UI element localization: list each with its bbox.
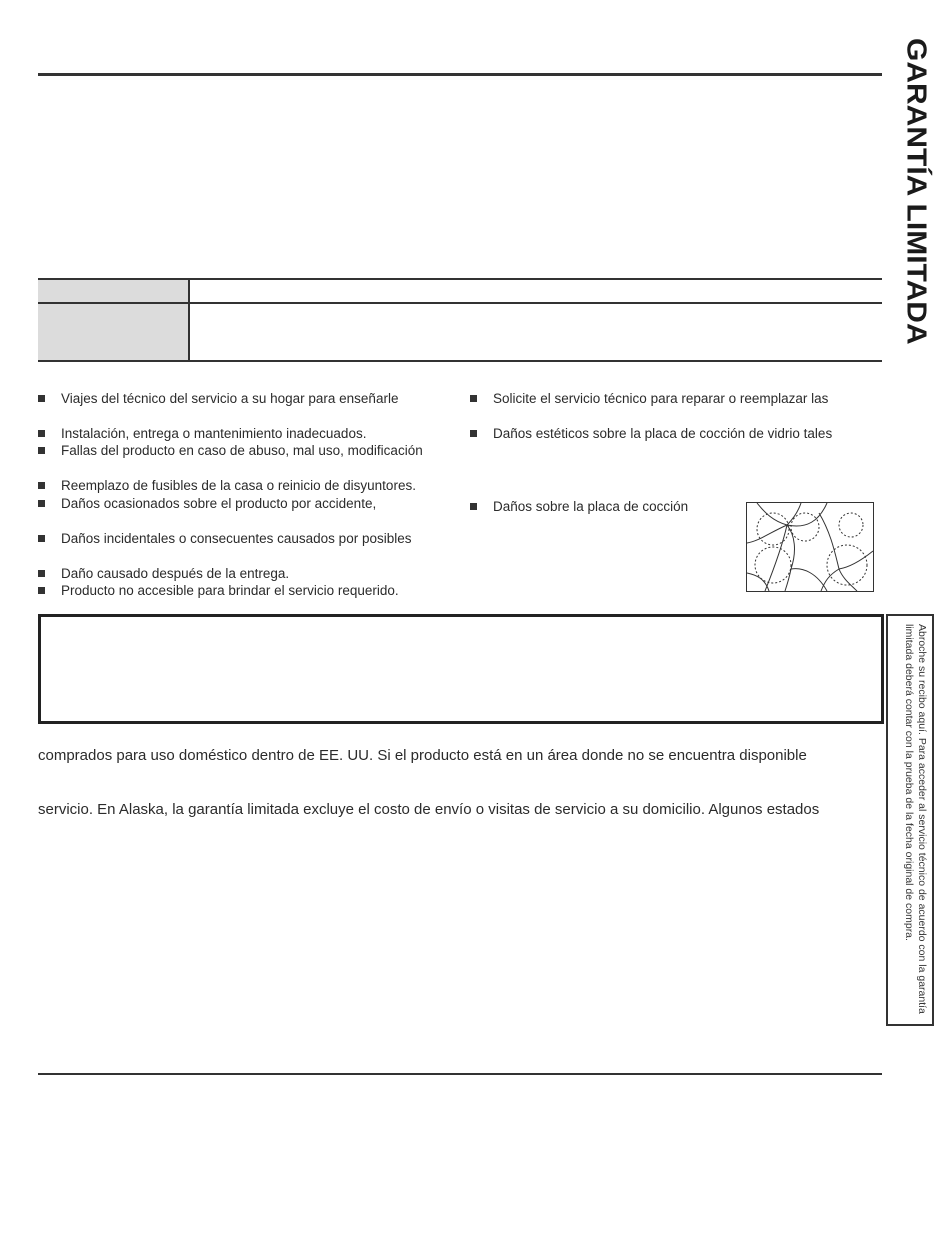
bullet-icon bbox=[470, 503, 477, 510]
list-item: Daños sobre la placa de cocción bbox=[470, 499, 688, 515]
notice-box bbox=[38, 614, 884, 724]
receipt-staple-box bbox=[886, 614, 934, 1026]
section-title: GARANTÍA LIMITADA bbox=[900, 38, 932, 345]
receipt-note: Abroche su recibo aquí. Para acceder al servicio técnico de acuerdo con la garantía limitada deberá contar con la prueba de la fecha original de compra. bbox=[903, 624, 928, 1014]
bullet-icon bbox=[38, 587, 45, 594]
table-divider bbox=[188, 278, 190, 362]
top-rule bbox=[38, 73, 882, 76]
bottom-rule bbox=[38, 1073, 882, 1075]
paragraph-line: servicio. En Alaska, la garantía limitada excluye el costo de envío o visitas de servicio a su domicilio. Algunos estados bbox=[38, 801, 820, 818]
bullet-icon bbox=[38, 482, 45, 489]
list-item: Instalación, entrega o mantenimiento inadecuados. bbox=[38, 426, 366, 442]
cracked-cooktop-illustration bbox=[746, 502, 874, 592]
list-item: Reemplazo de fusibles de la casa o reinicio de disyuntores. bbox=[38, 478, 416, 494]
bullet-icon bbox=[38, 570, 45, 577]
list-item: Viajes del técnico del servicio a su hogar para enseñarle bbox=[38, 391, 398, 407]
list-item: Fallas del producto en caso de abuso, mal uso, modificación bbox=[38, 443, 423, 459]
bullet-icon bbox=[38, 500, 45, 507]
warranty-table bbox=[38, 278, 882, 362]
bullet-icon bbox=[470, 395, 477, 402]
bullet-icon bbox=[38, 535, 45, 542]
table-bottom-line bbox=[38, 360, 882, 362]
list-item: Producto no accesible para brindar el servicio requerido. bbox=[38, 583, 399, 599]
list-item: Daños ocasionados sobre el producto por accidente, bbox=[38, 496, 376, 512]
list-item: Daños incidentales o consecuentes causados por posibles bbox=[38, 531, 411, 547]
list-item: Daños estéticos sobre la placa de cocción de vidrio tales bbox=[470, 426, 832, 442]
list-item: Solicite el servicio técnico para reparar o reemplazar las bbox=[470, 391, 828, 407]
table-body-cell bbox=[38, 304, 188, 360]
paragraph-line: comprados para uso doméstico dentro de EE. UU. Si el producto está en un área donde no se encuentra disponible bbox=[38, 747, 807, 764]
bullet-icon bbox=[38, 447, 45, 454]
list-item: Daño causado después de la entrega. bbox=[38, 566, 289, 582]
table-header-cell bbox=[38, 280, 188, 302]
bullet-icon bbox=[470, 430, 477, 437]
bullet-icon bbox=[38, 395, 45, 402]
bullet-icon bbox=[38, 430, 45, 437]
cracked-glass-icon bbox=[747, 503, 873, 591]
